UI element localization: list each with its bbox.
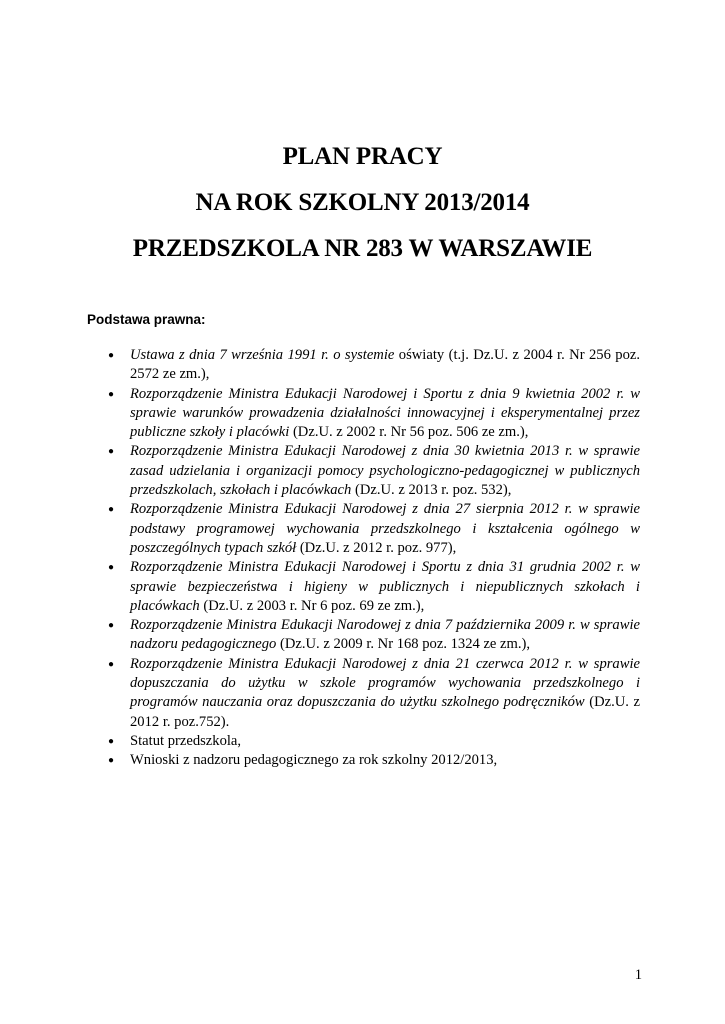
document-title	[0, 134, 725, 272]
act-citation: (Dz.U. z 2002 r. Nr 56 poz. 506 ze zm.),	[289, 424, 529, 441]
bullet-icon: ●	[108, 620, 115, 632]
list-item	[104, 655, 640, 732]
act-citation: (Dz.U. z 2012 r. poz.752).	[130, 694, 640, 730]
list-item	[104, 346, 640, 385]
act-citation: (Dz.U. z 2009 r. Nr 168 poz. 1324 ze zm.),	[276, 636, 531, 653]
list-item	[104, 500, 640, 558]
list-item	[104, 751, 640, 770]
act-title: Rozporządzenie Ministra Edukacji Narodowej z dnia 7 października 2009 r. w sprawie nadzoru pedagogicznego	[130, 617, 640, 653]
bullet-icon: ●	[108, 504, 115, 516]
bullet-icon: ●	[108, 446, 115, 458]
bullet-icon: ●	[108, 658, 115, 670]
act-citation: (Dz.U. z 2012 r. poz. 977),	[296, 539, 457, 556]
item-text: Wnioski z nadzoru pedagogicznego za rok szkolny 2012/2013,	[130, 752, 498, 769]
bullet-icon: ●	[108, 735, 115, 747]
act-title: Ustawa z dnia 7 września 1991 r. o systemie	[130, 347, 395, 363]
title-line-kindergarten: PRZEDSZKOLA NR 283 W WARSZAWIE	[132, 235, 593, 262]
list-item	[104, 732, 640, 751]
legal-basis-list	[104, 346, 640, 771]
page-number: 1	[634, 967, 642, 983]
item-text: Statut przedszkola,	[130, 732, 242, 749]
act-title: Rozporządzenie Ministra Edukacji Narodowej i Sportu z dnia 9 kwietnia 2002 r. w sprawie warunków prowadzenia działalności innowacyjnej i eksperymentalnej przez publiczne szkoły i placówki	[130, 385, 640, 441]
act-citation: (Dz.U. z 2003 r. Nr 6 poz. 69 ze zm.),	[199, 597, 425, 614]
list-item	[104, 385, 640, 443]
act-title: Rozporządzenie Ministra Edukacji Narodowej z dnia 21 czerwca 2012 r. w sprawie dopuszczania do użytku w szkole programów wychowania przedszkolnego i programów nauczania oraz dopuszczania do użytku szkolnego podręczników	[130, 655, 640, 711]
act-title: Rozporządzenie Ministra Edukacji Narodowej i Sportu z dnia 31 grudnia 2002 r. w sprawie bezpieczeństwa i higieny w publicznych i niepublicznych szkołach i placówkach	[130, 559, 640, 614]
bullet-icon: ●	[108, 755, 115, 767]
act-title: Rozporządzenie Ministra Edukacji Narodowej z dnia 27 sierpnia 2012 r. w sprawie podstawy programowej wychowania przedszkolnego i kształcenia ogólnego w poszczególnych typach szkół	[130, 501, 640, 556]
title-line-school-year: NA ROK SZKOLNY 2013/2014	[195, 189, 530, 216]
bullet-icon: ●	[108, 388, 115, 400]
act-citation: (Dz.U. z 2013 r. poz. 532),	[351, 482, 512, 499]
act-citation: oświaty (t.j. Dz.U. z 2004 r. Nr 256 poz. 2572 ze zm.),	[130, 347, 640, 383]
list-item	[104, 616, 640, 655]
legal-basis-heading: Podstawa prawna:	[87, 312, 206, 327]
title-line-plan: PLAN PRACY	[282, 143, 443, 170]
bullet-icon: ●	[108, 350, 115, 361]
list-item	[104, 558, 640, 616]
act-title: Rozporządzenie Ministra Edukacji Narodowej z dnia 30 kwietnia 2013 r. w sprawie zasad udzielania i organizacji pomocy psychologiczno-pedagogicznej w publicznych przedszkolach, szkołach i placówkach	[130, 443, 640, 499]
list-item	[104, 442, 640, 500]
bullet-icon: ●	[108, 562, 115, 574]
